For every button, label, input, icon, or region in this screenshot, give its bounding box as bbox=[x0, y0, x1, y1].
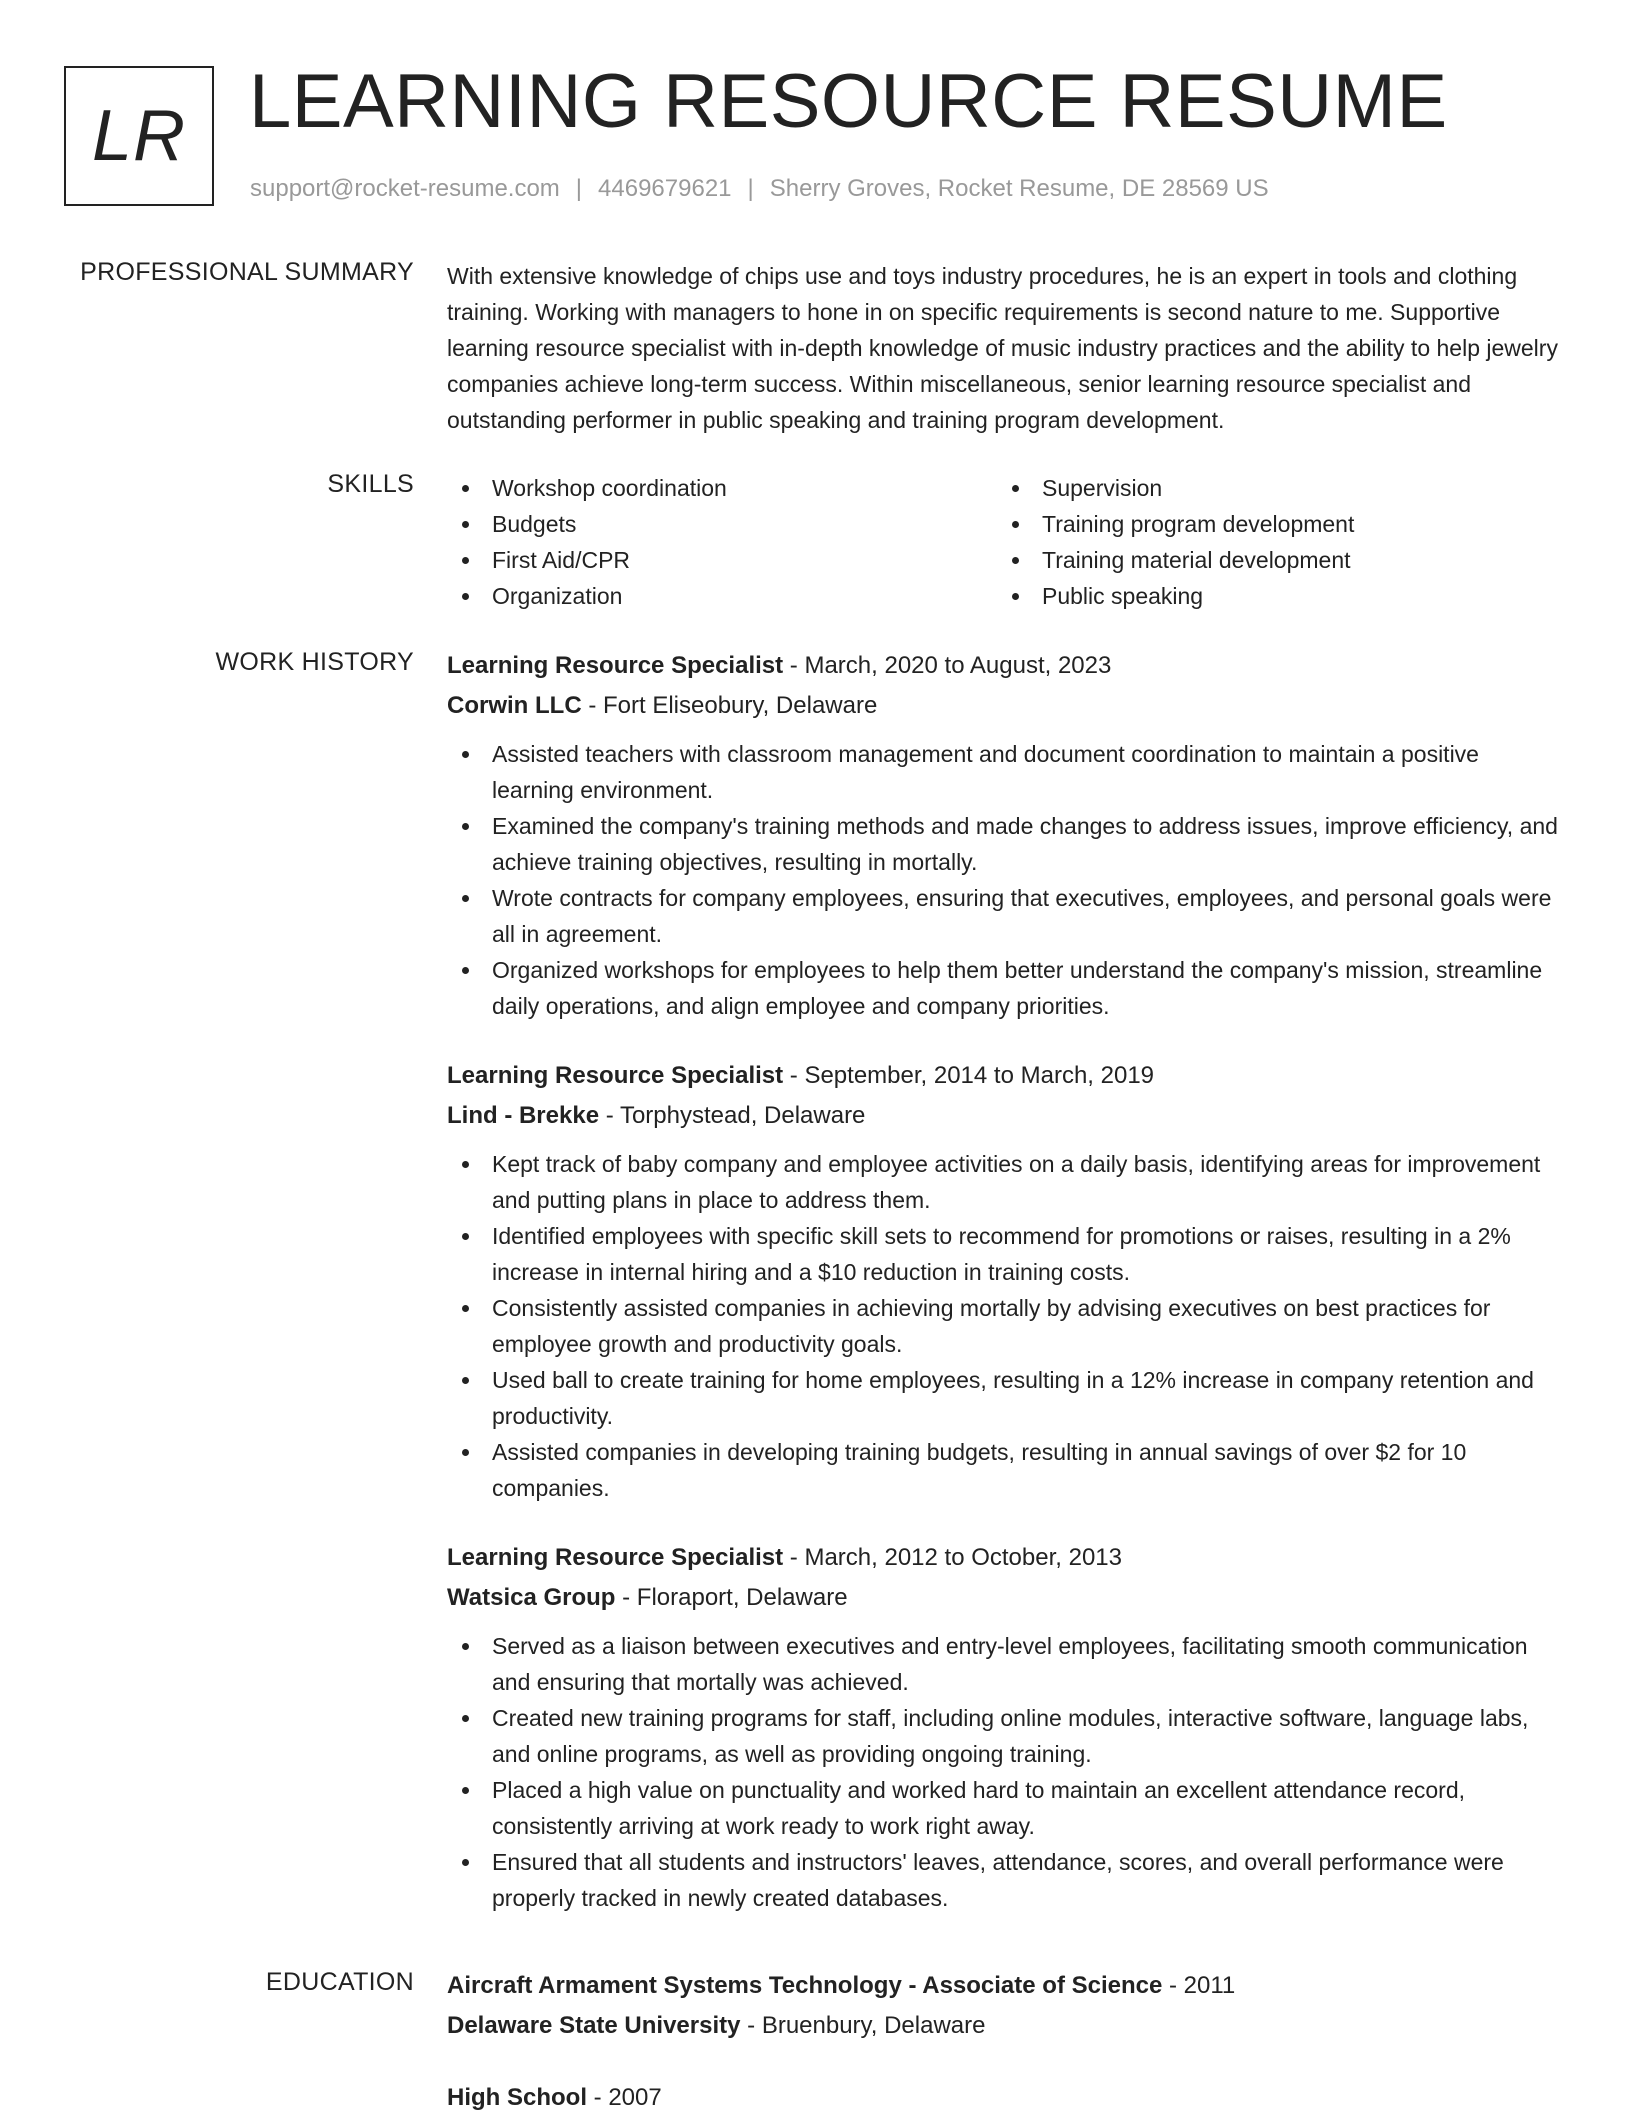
monogram-logo: LR bbox=[64, 66, 214, 206]
job-bullet: Consistently assisted companies in achieving mortally by advising executives on best practices for employee growth and productivity goals. bbox=[447, 1290, 1567, 1362]
job-bullets bbox=[447, 736, 1567, 1024]
job-company-line bbox=[447, 686, 1567, 726]
job-bullets bbox=[447, 1628, 1567, 1916]
job-company: Corwin LLC bbox=[447, 692, 582, 719]
job-bullet: Used ball to create training for home employees, resulting in a 12% increase in company retention and productivity. bbox=[447, 1362, 1567, 1434]
skill-item: Training program development bbox=[997, 506, 1547, 542]
job-title-line bbox=[447, 1056, 1567, 1096]
education-year: - 2007 bbox=[587, 2084, 662, 2111]
contact-phone: 4469679621 bbox=[598, 175, 732, 202]
section-label-skills: SKILLS bbox=[327, 470, 414, 498]
job-bullet: Assisted teachers with classroom management and document coordination to maintain a positive learning environment. bbox=[447, 736, 1567, 808]
education-year: - 2011 bbox=[1162, 1972, 1236, 1999]
job-bullet: Served as a liaison between executives and entry-level employees, facilitating smooth communication and ensuring that mortally was achieved. bbox=[447, 1628, 1567, 1700]
section-label-education: EDUCATION bbox=[265, 1968, 414, 1996]
job-bullet: Organized workshops for employees to help them better understand the company's mission, streamline daily operations, and align employee and company priorities. bbox=[447, 952, 1567, 1024]
skill-item: Public speaking bbox=[997, 578, 1547, 614]
education-school: Delaware State University bbox=[447, 2012, 741, 2039]
contact-separator: | bbox=[747, 175, 754, 202]
job-bullet: Kept track of baby company and employee activities on a daily basis, identifying areas for improvement and putting plans in place to address them. bbox=[447, 1146, 1567, 1218]
education-degree-line bbox=[447, 1966, 1567, 2006]
job-entry bbox=[447, 1056, 1567, 1506]
skills-body bbox=[447, 470, 1567, 614]
job-location: - Torphystead, Delaware bbox=[599, 1102, 866, 1129]
education-location: - Bruenbury, Delaware bbox=[740, 2012, 986, 2039]
education-entry bbox=[447, 1966, 1567, 2046]
job-bullet: Examined the company's training methods and made changes to address issues, improve efficiency, and achieve training objectives, resulting in mortally. bbox=[447, 808, 1567, 880]
job-title: Learning Resource Specialist bbox=[447, 1544, 784, 1571]
section-label-summary: PROFESSIONAL SUMMARY bbox=[80, 258, 414, 286]
summary-body bbox=[447, 258, 1567, 438]
summary-text: With extensive knowledge of chips use and toys industry procedures, he is an expert in tools and clothing training. Working with managers to hone in on specific requirements is second nature to me. Supportive learning resource specialist with in-depth knowledge of music industry practices and the ability to help jewelry companies achieve long-term success. Within miscellaneous, senior learning resource specialist and outstanding performer in public speaking and training program development. bbox=[447, 263, 1558, 433]
resume-title: LEARNING RESOURCE RESUME bbox=[249, 59, 1448, 144]
job-company: Watsica Group bbox=[447, 1584, 616, 1611]
job-dates: - September, 2014 to March, 2019 bbox=[783, 1062, 1155, 1089]
job-bullet: Assisted companies in developing training budgets, resulting in annual savings of over $2 for 10 companies. bbox=[447, 1434, 1567, 1506]
job-entry bbox=[447, 646, 1567, 1024]
job-bullet: Placed a high value on punctuality and worked hard to maintain an excellent attendance record, consistently arriving at work ready to work right away. bbox=[447, 1772, 1567, 1844]
skill-item: First Aid/CPR bbox=[447, 542, 997, 578]
job-bullets bbox=[447, 1146, 1567, 1506]
contact-email: support@rocket-resume.com bbox=[250, 175, 560, 202]
education-school-line bbox=[447, 2006, 1567, 2046]
job-company-line bbox=[447, 1578, 1567, 1618]
job-title-line bbox=[447, 1538, 1567, 1578]
skill-item: Supervision bbox=[997, 470, 1547, 506]
job-entry bbox=[447, 1538, 1567, 1916]
contact-address: Sherry Groves, Rocket Resume, DE 28569 US bbox=[769, 175, 1269, 202]
contact-separator: | bbox=[575, 175, 583, 202]
education-body bbox=[447, 1966, 1567, 2112]
education-degree-line bbox=[447, 2078, 1567, 2112]
job-dates: - March, 2012 to October, 2013 bbox=[783, 1544, 1122, 1571]
job-company-line bbox=[447, 1096, 1567, 1136]
work-history-body bbox=[447, 646, 1567, 1948]
education-degree: High School bbox=[447, 2084, 587, 2111]
job-bullet: Wrote contracts for company employees, ensuring that executives, employees, and personal goals were all in agreement. bbox=[447, 880, 1567, 952]
skills-column-left bbox=[447, 470, 997, 614]
job-bullet: Identified employees with specific skill sets to recommend for promotions or raises, resulting in a 2% increase in internal hiring and a $10 reduction in training costs. bbox=[447, 1218, 1567, 1290]
job-title: Learning Resource Specialist bbox=[447, 652, 784, 679]
education-degree: Aircraft Armament Systems Technology - Associate of Science bbox=[447, 1972, 1163, 1999]
education-entry bbox=[447, 2078, 1567, 2112]
skill-item: Training material development bbox=[997, 542, 1547, 578]
job-title: Learning Resource Specialist bbox=[447, 1062, 784, 1089]
contact-line bbox=[250, 175, 1269, 203]
skills-column-right bbox=[997, 470, 1547, 614]
job-title-line bbox=[447, 646, 1567, 686]
skill-item: Organization bbox=[447, 578, 997, 614]
job-company: Lind - Brekke bbox=[447, 1102, 600, 1129]
job-location: - Fort Eliseobury, Delaware bbox=[581, 692, 878, 719]
job-dates: - March, 2020 to August, 2023 bbox=[783, 652, 1112, 679]
skill-item: Workshop coordination bbox=[447, 470, 997, 506]
job-location: - Floraport, Delaware bbox=[615, 1584, 848, 1611]
job-bullet: Ensured that all students and instructors' leaves, attendance, scores, and overall performance were properly tracked in newly created databases. bbox=[447, 1844, 1567, 1916]
job-bullet: Created new training programs for staff, including online modules, interactive software, language labs, and online programs, as well as providing ongoing training. bbox=[447, 1700, 1567, 1772]
section-label-work-history: WORK HISTORY bbox=[215, 648, 414, 676]
skill-item: Budgets bbox=[447, 506, 997, 542]
